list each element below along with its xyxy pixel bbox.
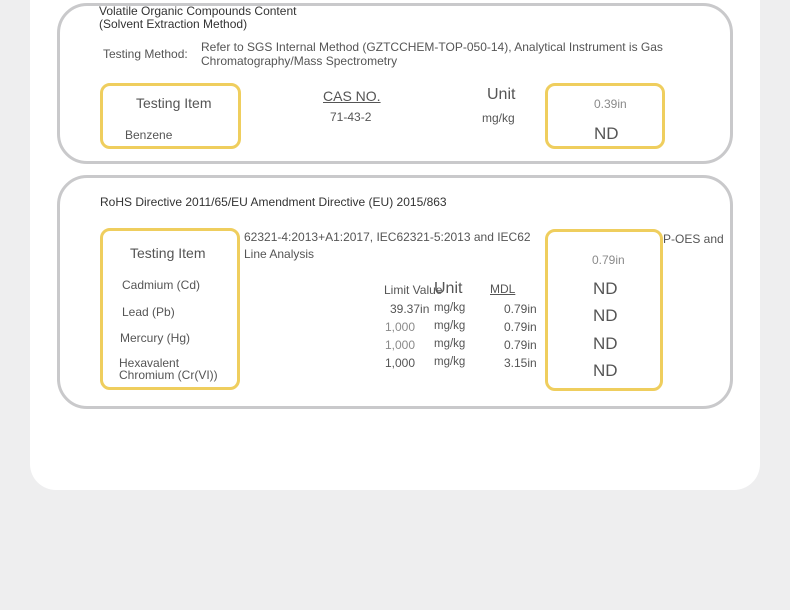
lead-result: ND bbox=[593, 306, 618, 325]
rohs-item-hexavalent-line1: Hexavalent bbox=[119, 356, 180, 370]
testing-method-line1: Refer to SGS Internal Method (GZTCCHEM-TOP-050-14), Analytical Instrument is Gas bbox=[201, 40, 663, 54]
rohs-title: RoHS Directive 2011/65/EU Amendment Directive (EU) 2015/863 bbox=[100, 195, 447, 209]
rohs-method-tail: P-OES and bbox=[663, 232, 724, 246]
cadmium-limit: 39.37in bbox=[390, 302, 430, 316]
benzene-item: Benzene bbox=[125, 128, 173, 142]
lead-mdl: 0.79in bbox=[504, 320, 537, 334]
benzene-cas: 71-43-2 bbox=[330, 110, 372, 124]
rohs-item-mercury: Mercury (Hg) bbox=[120, 331, 191, 345]
cadmium-mdl: 0.79in bbox=[504, 302, 537, 316]
cadmium-result: ND bbox=[593, 279, 618, 298]
rohs-item-cadmium: Cadmium (Cd) bbox=[122, 278, 201, 292]
mercury-unit: mg/kg bbox=[434, 338, 466, 350]
rohs-item-hexavalent-line2: Chromium (Cr(VI)) bbox=[119, 368, 218, 382]
benzene-unit: mg/kg bbox=[482, 111, 515, 125]
rohs-result-mdl: 0.79in bbox=[592, 253, 625, 267]
chromium-unit: mg/kg bbox=[434, 356, 466, 368]
voc-title-line2: (Solvent Extraction Method) bbox=[99, 17, 248, 31]
voc-mdl-value: 0.39in bbox=[594, 97, 627, 111]
rohs-testing-item-header: Testing Item bbox=[130, 245, 206, 261]
cadmium-unit: mg/kg bbox=[434, 302, 466, 314]
rohs-item-lead: Lead (Pb) bbox=[122, 305, 175, 319]
benzene-result: ND bbox=[594, 124, 619, 143]
unit-header: Unit bbox=[487, 86, 516, 103]
rohs-method-line2: Line Analysis bbox=[244, 247, 315, 261]
lead-unit: mg/kg bbox=[434, 320, 466, 332]
cas-no-header: CAS NO. bbox=[323, 88, 381, 104]
testing-item-header: Testing Item bbox=[136, 95, 212, 111]
limit-value-header: Limit Value bbox=[384, 283, 443, 297]
mercury-limit: 1,000 bbox=[385, 338, 416, 352]
chromium-mdl: 3.15in bbox=[504, 356, 537, 370]
testing-method-line2: Chromatography/Mass Spectrometry bbox=[201, 54, 398, 68]
mercury-result: ND bbox=[593, 334, 618, 353]
lead-limit: 1,000 bbox=[385, 320, 416, 334]
chromium-result: ND bbox=[593, 361, 618, 380]
rohs-unit-header: Unit bbox=[434, 280, 463, 297]
rohs-mdl-header: MDL bbox=[490, 282, 516, 296]
chromium-limit: 1,000 bbox=[385, 356, 416, 370]
voc-title-line1: Volatile Organic Compounds Content bbox=[99, 4, 297, 18]
testing-method-label: Testing Method: bbox=[103, 47, 188, 61]
rohs-method-line1: 62321-4:2013+A1:2017, IEC62321-5:2013 and IEC62 bbox=[244, 230, 531, 244]
mercury-mdl: 0.79in bbox=[504, 338, 537, 352]
